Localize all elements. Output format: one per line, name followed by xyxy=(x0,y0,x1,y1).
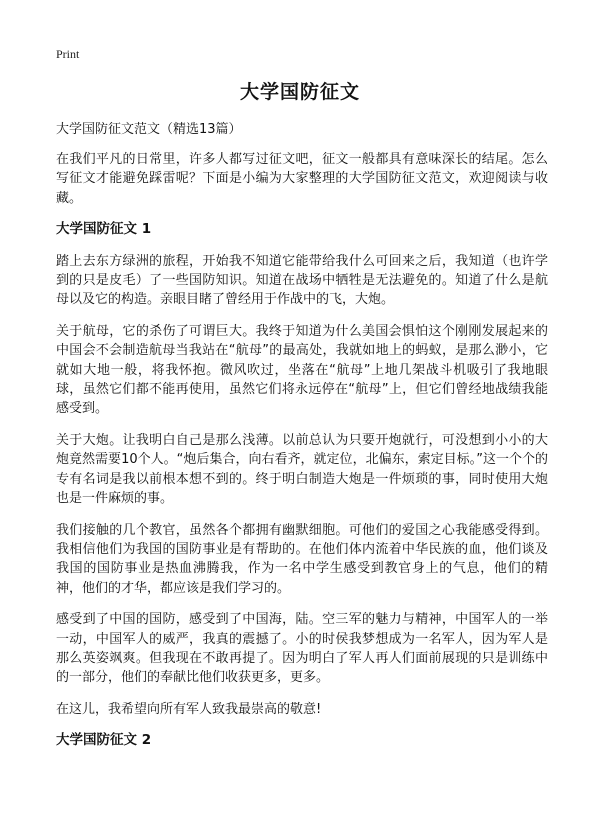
page-title: 大学国防征文 xyxy=(239,81,360,103)
essay-1-paragraph: 关于航母，它的杀伤了可谓巨大。我终于知道为什么美国会惧怕这个刚刚发展起来的中国会不会制造航母当我站在“航母”的最高处，我就如地上的蚂蚁，是那么渺小，它就如大地一般，将我怀抱。微风吹过，坐落在“航母”上地几架战斗机吸引了我地眼球，虽然它们都不能再使用，虽然它们将永远停在“航母”上，但它们曾经地战绩我能感受到。 xyxy=(56,323,548,417)
print-link[interactable]: Print xyxy=(56,47,80,61)
document-subtitle: 大学国防征文范文（精选13篇） xyxy=(56,122,242,137)
essay-1-paragraph: 在这儿，我希望向所有军人致我最崇高的敬意! xyxy=(56,701,322,717)
intro-paragraph: 在我们平凡的日常里，许多人都写过征文吧，征文一般都具有意味深长的结尾。怎么写征文才能避免踩雷呢？下面是小编为大家整理的大学国防征文范文，欢迎阅读与收藏。 xyxy=(56,152,548,206)
essay-1-paragraph: 我们接触的几个教官，虽然各个都拥有幽默细胞。可他们的爱国之心我能感受得到。我相信他们为我国的国防事业是有帮助的。在他们体内流着中华民族的血，他们谈及我国的国防事业是热血沸腾我，作为一名中学生感受到教官身上的气息，他们的精神，他们的才华，都应该是我们学习的。 xyxy=(56,522,548,596)
essay-2-heading: 大学国防征文 2 xyxy=(56,732,152,749)
essay-1-paragraph: 感受到了中国的国防，感受到了中国海，陆。空三军的魅力与精神，中国军人的一举一动，中国军人的威严，我真的震撼了。小的时侯我梦想成为一名军人，因为军人是那么英姿飒爽。但我现在不敢再提了。因为明白了军人再人们面前展现的只是训练中的一部分，他们的奉献比他们收获更多，更多。 xyxy=(56,612,548,686)
article-body xyxy=(56,150,548,763)
essay-1-paragraph: 踏上去东方绿洲的旅程，开始我不知道它能带给我什么可回来之后，我知道（也许学到的只是皮毛）了一些国防知识。知道在战场中牺牲是无法避免的。知道了什么是航母以及它的构造。亲眼目睹了曾经用于作战中的飞，大炮。 xyxy=(56,253,548,308)
essay-1-paragraph: 关于大炮。让我明白自己是那么浅薄。以前总认为只要开炮就行，可没想到小小的大炮竟然需要10个人。“炮后集合，向右看齐，就定位，北偏东，索定目标。”这一个个的专有名词是我以前根本想不到的。终于明白制造大炮是一件烦琐的事，同时使用大炮也是一件麻烦的事。 xyxy=(56,432,548,507)
essay-1-heading: 大学国防征文 1 xyxy=(56,221,152,238)
